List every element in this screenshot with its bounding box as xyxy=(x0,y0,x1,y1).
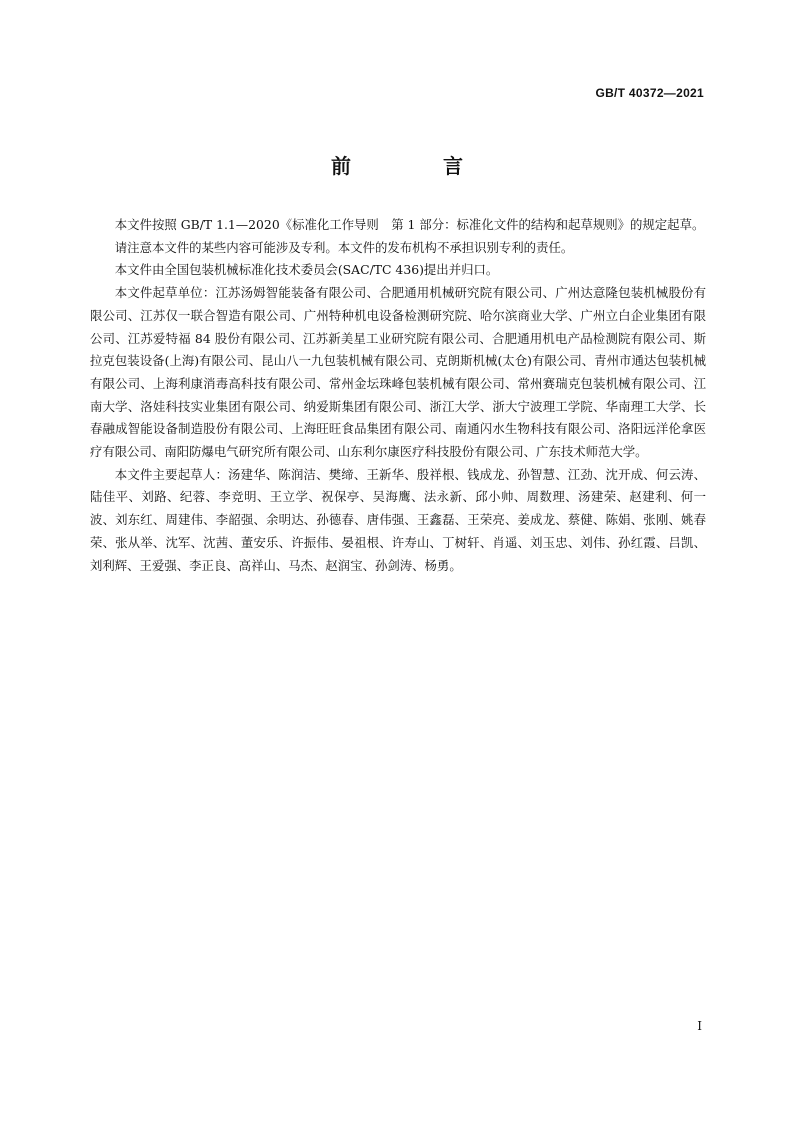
paragraph-committee: 本文件由全国包装机械标准化技术委员会(SAC/TC 436)提出并归口。 xyxy=(114,262,499,278)
paragraph-drafting-rules: 本文件按照 GB/T 1.1—2020《标准化工作导则 第 1 部分：标准化文件的结构和起草规则》的规定起草。 xyxy=(114,217,705,232)
standard-code: GB/T 40372—2021 xyxy=(595,86,704,100)
paragraph-patent-notice: 请注意本文件的某些内容可能涉及专利。本文件的发布机构不承担识别专利的责任。 xyxy=(114,239,574,255)
foreword-body xyxy=(90,214,706,577)
paragraph-drafting-units: 本文件起草单位：江苏汤姆智能装备有限公司、合肥通用机械研究院有限公司、广州达意隆包装机械股份有限公司、江苏仅一联合智造有限公司、广州特种机电设备检测研究院、哈尔滨商业大学、广州立白企业集团有限公司、江苏爱特福 84 股份有限公司、江苏新美星工业研究院有限公司、合肥通用机电产品检测院有限公司、斯拉克包装设备(上海)有限公司、昆山八一九包装机械有限公司、克朗斯机械(太仓)有限公司、青州市通达包装机械有限公司、上海利康消毒高科技有限公司、常州金坛珠峰包装机械有限公司、常州赛瑞克包装机械有限公司、江南大学、洛娃科技实业集团有限公司、纳爱斯集团有限公司、浙江大学、浙大宁波理工学院、华南理工大学、长春融成智能设备制造股份有限公司、上海旺旺食品集团有限公司、南通闪水生物科技有限公司、洛阳远洋伦拿医疗有限公司、南阳防爆电气研究所有限公司、山东利尔康医疗科技股份有限公司、广东技术师范大学。 xyxy=(90,285,706,460)
page-title: 前 言 xyxy=(331,154,499,178)
paragraph-drafters: 本文件主要起草人：汤建华、陈润洁、樊缔、王新华、殷祥根、钱成龙、孙智慧、江劲、沈开成、何云涛、陆佳平、刘路、纪蓉、李竞明、王立学、祝保亭、吴海鹰、法永新、邱小帅、周数理、汤建荣、赵建利、何一波、刘东红、周建伟、李韶强、余明达、孙德春、唐伟强、王鑫磊、王荣亮、姜成龙、蔡健、陈娟、张刚、姚春荣、张从举、沈军、沈茜、董安乐、许振伟、晏祖根、许寿山、丁树轩、肖遥、刘玉忠、刘伟、孙红霞、吕凯、刘利辉、王爱强、李正良、高祥山、马杰、赵润宝、孙剑涛、杨勇。 xyxy=(90,466,706,573)
page-number: I xyxy=(697,1019,702,1033)
